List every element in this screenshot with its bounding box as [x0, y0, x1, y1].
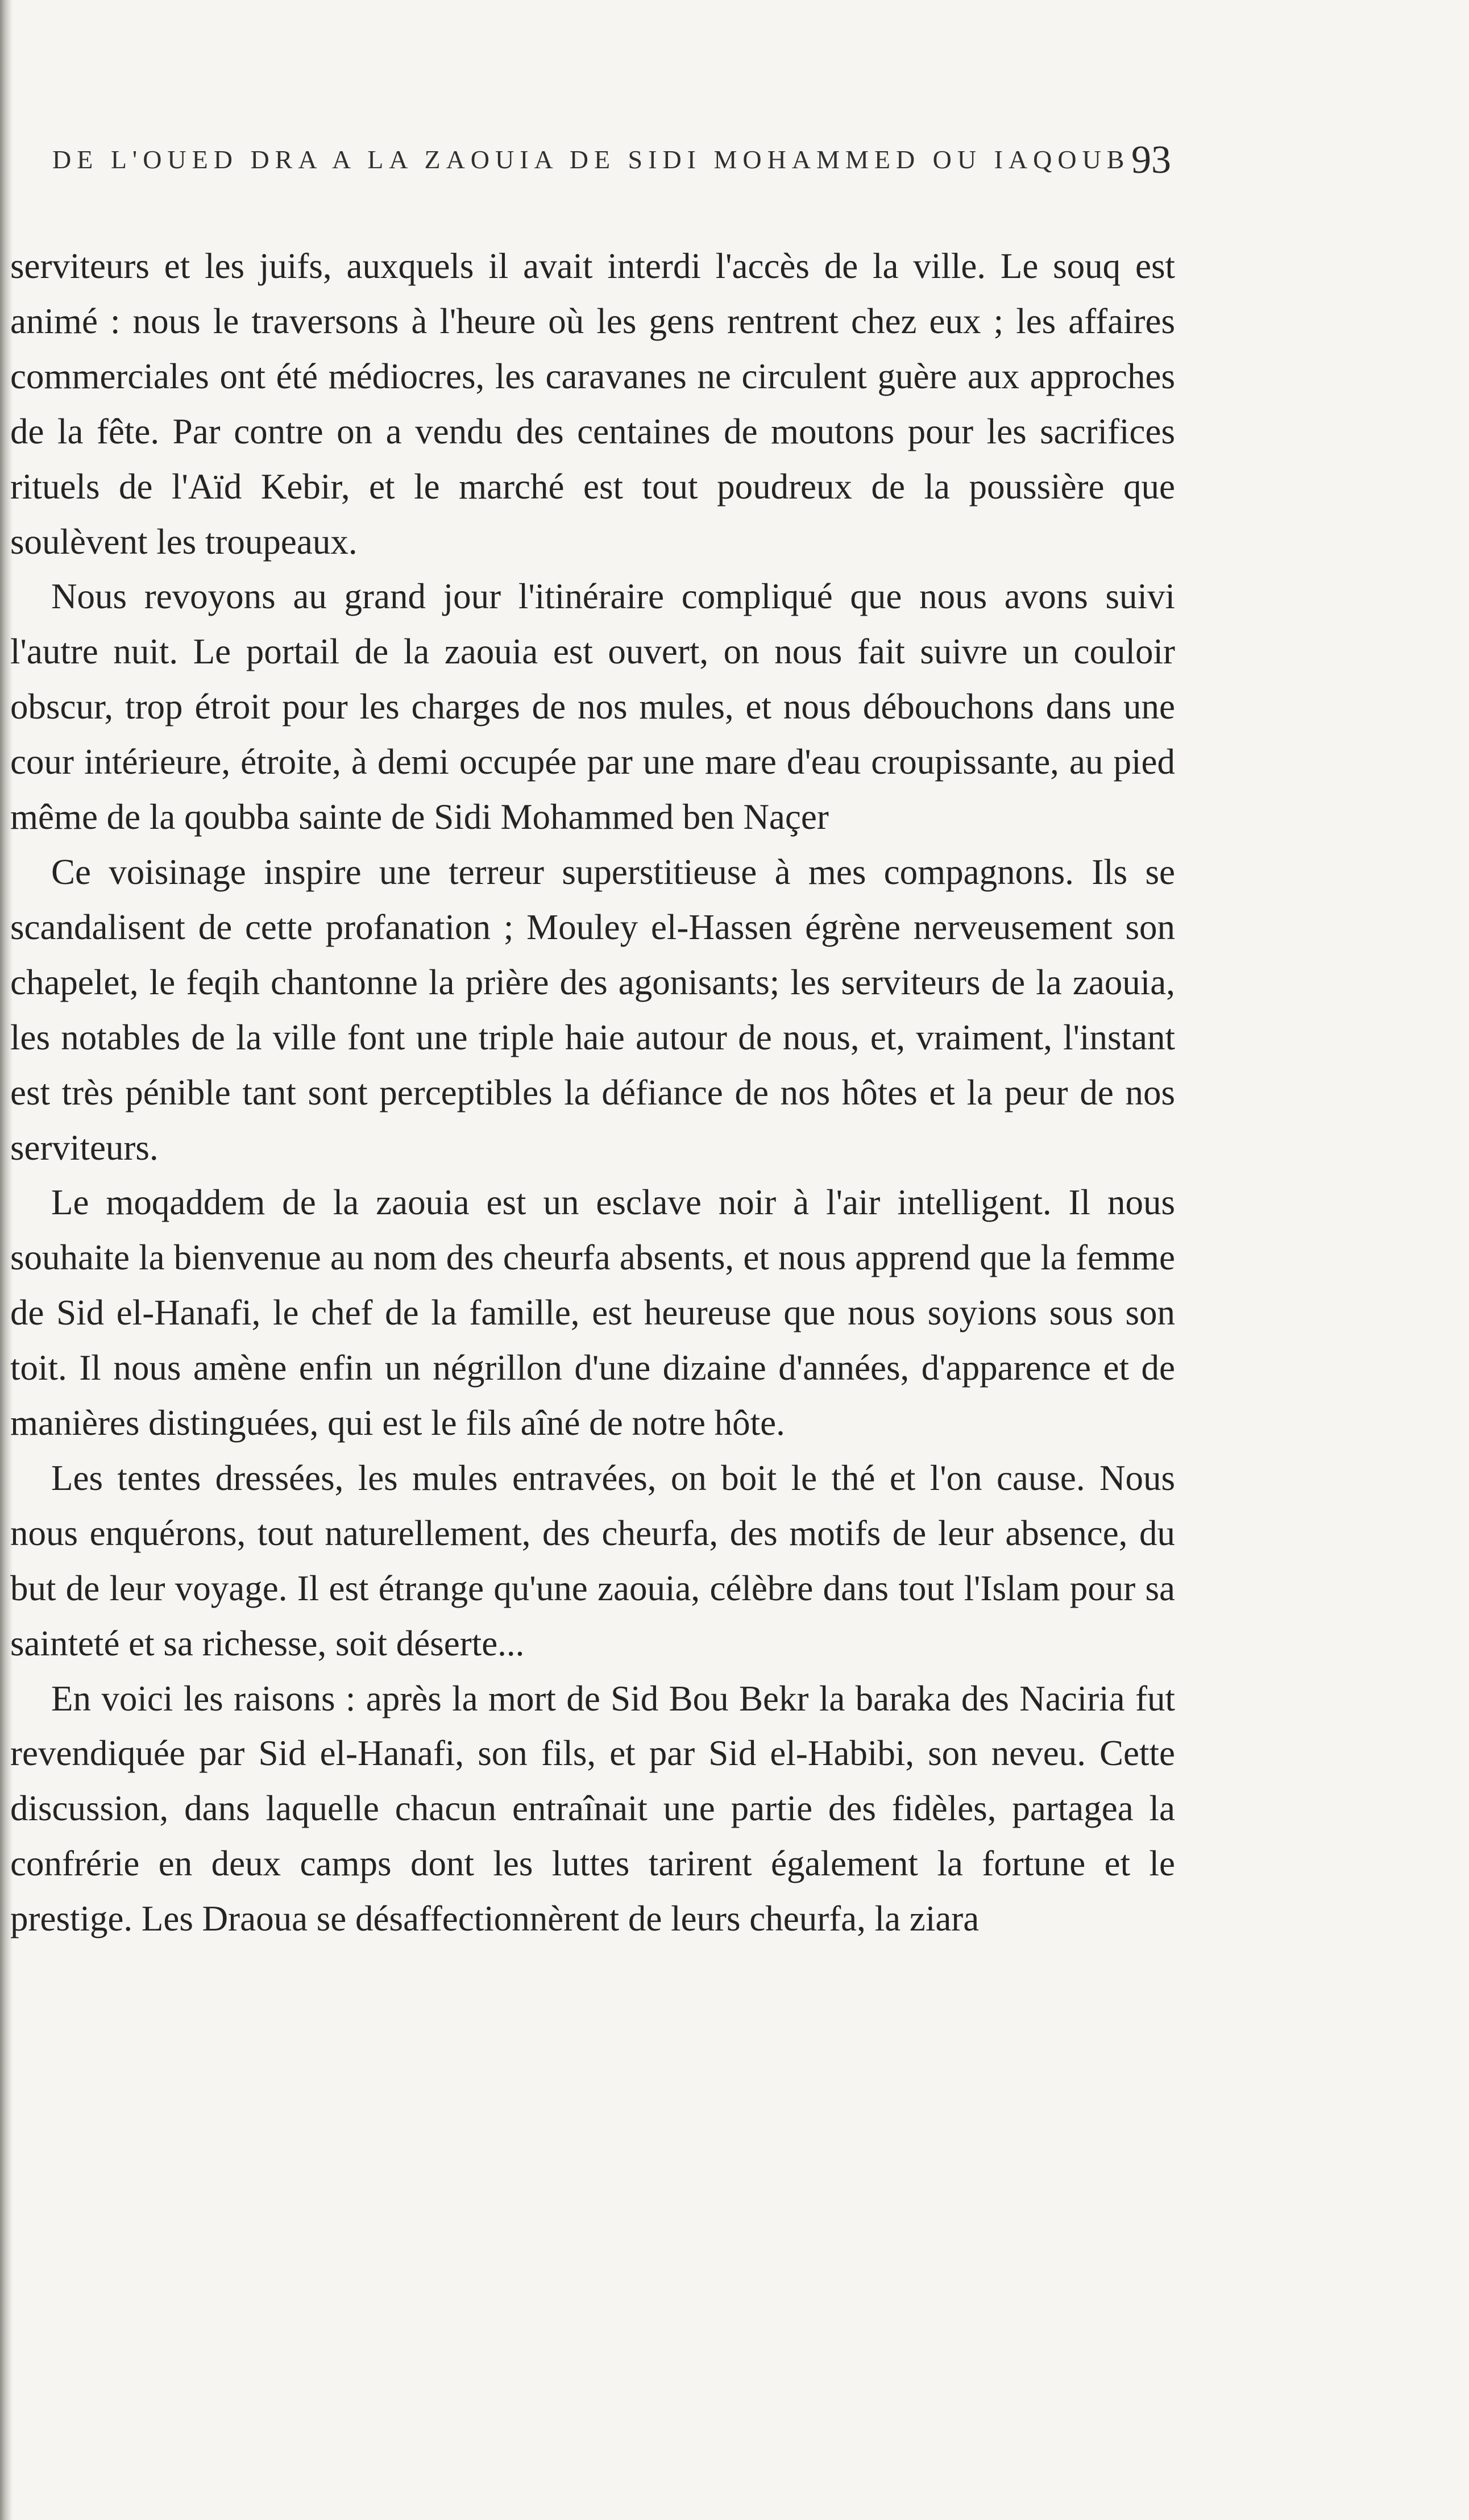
paragraph-3: Ce voisinage inspire une terreur superstitieuse à mes compagnons. Ils se scandalisent de cette profanation ; Mouley el-Hassen égrène nerveusement son chapelet, le feqih chantonne la prière des agonisants; les serviteurs de la zaouia, les notables de la ville font une triple haie autour de nous, et, vraiment, l'instant est très pénible tant sont perceptibles la défiance de nos hôtes et la peur de nos serviteurs.	[10, 852, 1175, 1168]
paragraph-1: serviteurs et les juifs, auxquels il avait interdi l'accès de la ville. Le souq est animé : nous le traversons à l'heure où les gens rentrent chez eux ; les affaires commerciales ont été médiocres, les caravanes ne circulent guère aux approches de la fête. Par contre on a vendu des centaines de moutons pour les sacrifices rituels de l'Aïd Kebir, et le marché est tout poudreux de la poussière que soulèvent les troupeaux.	[10, 246, 1175, 562]
body-text	[10, 239, 1175, 1946]
paragraph-5: Les tentes dressées, les mules entravées, on boit le thé et l'on cause. Nous nous enquérons, tout naturellement, des cheurfa, des motifs de leur absence, du but de leur voyage. Il est étrange qu'une zaouia, célèbre dans tout l'Islam pour sa sainteté et sa richesse, soit déserte...	[10, 1458, 1175, 1663]
paragraph-2: Nous revoyons au grand jour l'itinéraire compliqué que nous avons suivi l'autre nuit. Le portail de la zaouia est ouvert, on nous fait suivre un couloir obscur, trop étroit pour les charges de nos mules, et nous débouchons dans une cour intérieure, étroite, à demi occupée par une mare d'eau croupissante, au pied même de la qoubba sainte de Sidi Mohammed ben Naçer	[10, 576, 1175, 837]
paragraph-4: Le moqaddem de la zaouia est un esclave noir à l'air intelligent. Il nous souhaite la bienvenue au nom des cheurfa absents, et nous apprend que la femme de Sid el-Hanafi, le chef de la famille, est heureuse que nous soyions sous son toit. Il nous amène enfin un négrillon d'une dizaine d'années, d'apparence et de manières distinguées, qui est le fils aîné de notre hôte.	[10, 1182, 1175, 1443]
page-number: 93	[1131, 138, 1171, 182]
paragraph-6: En voici les raisons : après la mort de Sid Bou Bekr la baraka des Naciria fut revendiquée par Sid el-Hanafi, son fils, et par Sid el-Habibi, son neveu. Cette discussion, dans laquelle chacun entraînait une partie des fidèles, partagea la confrérie en deux camps dont les luttes tarirent également la fortune et le prestige. Les Draoua se désaffectionnèrent de leurs cheurfa, la ziara	[10, 1678, 1175, 1939]
running-head: DE L'OUED DRA A LA ZAOUIA DE SIDI MOHAMMED OU IAQOUB	[52, 145, 1130, 174]
